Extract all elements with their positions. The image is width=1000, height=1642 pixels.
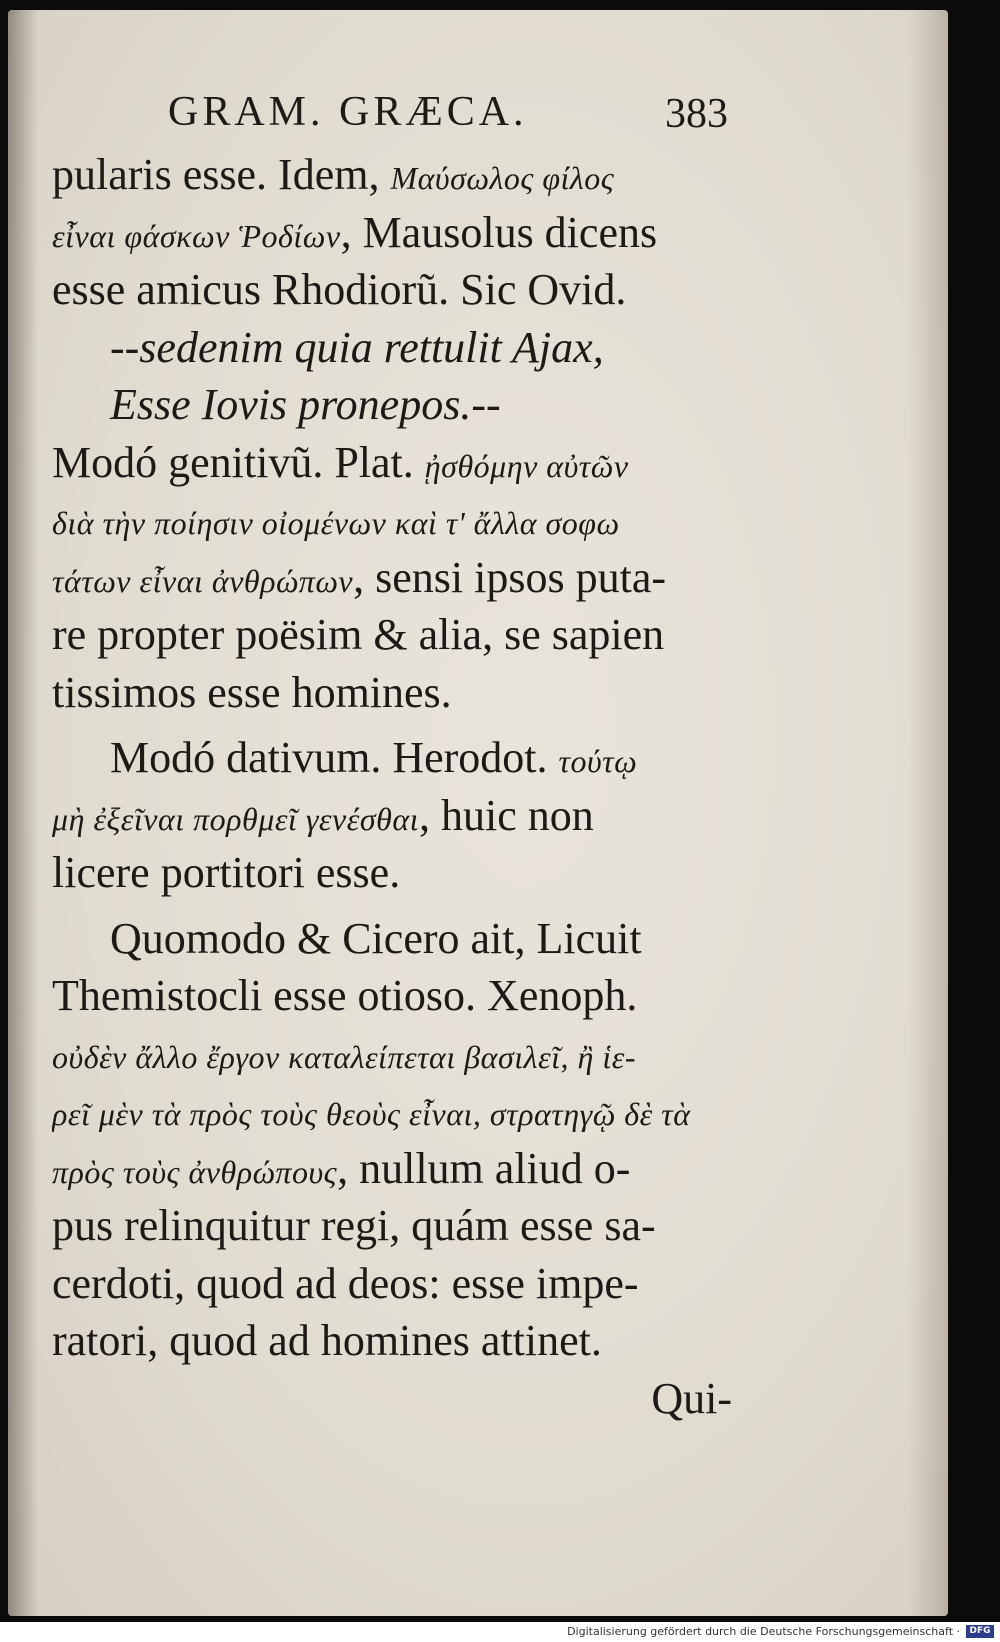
greek-text: τούτῳ: [558, 743, 638, 779]
text-line: [52, 549, 732, 607]
text-line: [52, 664, 732, 722]
catchword: Qui-: [651, 1373, 732, 1423]
greek-text: πρὸς τοὺς ἀνθρώπους: [52, 1153, 338, 1190]
text-line: [52, 910, 732, 968]
latin-text: , nullum aliud o-: [337, 1143, 631, 1193]
greek-text: τάτων εἶναι ἀνθρώπων: [52, 562, 354, 599]
latin-text: tissimos esse homines.: [52, 667, 452, 717]
body-text: [52, 146, 732, 1427]
latin-text: Modó genitivũ. Plat.: [52, 437, 425, 487]
text-line: [52, 1312, 732, 1370]
latin-text: Themistocli esse otioso. Xenoph.: [52, 971, 638, 1020]
running-title: GRAM. GRÆCA.: [168, 89, 528, 135]
latin-text: ratori, quod ad homines attinet.: [52, 1316, 602, 1365]
text-line: [52, 1025, 732, 1083]
gutter-shadow: [8, 10, 38, 1616]
paragraph-gap: [52, 721, 732, 729]
latin-text: , sensi ipsos puta-: [353, 552, 667, 602]
greek-text: οὐδὲν ἄλλο ἔργον καταλείπεται βασιλεῖ, ἢ ἱε-: [52, 1038, 637, 1075]
greek-text: ρεῖ μὲν τὰ πρὸς τοὺς θεοὺς εἶναι, στρατηγῷ δὲ τὰ: [52, 1096, 691, 1132]
text-line: [52, 261, 732, 319]
book-page: [8, 10, 948, 1616]
text-line: [52, 491, 732, 549]
text-line: [52, 787, 732, 845]
text-line: [52, 204, 732, 262]
greek-text: εἶναι φάσκων Ῥοδίων: [52, 217, 341, 254]
greek-text: Μαύσωλος φίλος: [390, 160, 615, 196]
text-line: [52, 844, 732, 902]
latin-text: , huic non: [419, 790, 594, 840]
page-number: 383: [665, 91, 728, 137]
latin-text: Modó dativum. Herodot.: [110, 733, 559, 782]
latin-text: licere portitori esse.: [52, 848, 401, 897]
text-line: [52, 1082, 732, 1140]
greek-text: διὰ τὴν ποίησιν οἰομένων καὶ τ' ἄλλα σοφω: [52, 505, 620, 541]
text-line: [52, 606, 732, 664]
text-line: [52, 319, 732, 377]
page-edge-shadow: [908, 10, 948, 1616]
dfg-logo: DFG: [966, 1625, 994, 1638]
text-line: [52, 434, 732, 492]
text-line: [52, 1140, 732, 1198]
digitization-footer: [0, 1622, 1000, 1642]
latin-text: re propter poësim & alia, se sapien: [52, 610, 665, 659]
latin-text: , Mausolus dicens: [340, 207, 658, 257]
latin-text: pularis esse. Idem,: [52, 150, 391, 199]
text-line: [52, 376, 732, 434]
paragraph-gap: [52, 902, 732, 910]
funding-credit: Digitalisierung gefördert durch die Deutsche Forschungsgemeinschaft ·: [567, 1625, 960, 1638]
text-line: [52, 146, 732, 204]
greek-text: ᾐσθόμην αὐτῶν: [424, 447, 629, 484]
latin-text: cerdoti, quod ad deos: esse impe-: [52, 1258, 639, 1308]
text-line: [52, 1197, 732, 1255]
running-head: [168, 88, 728, 144]
text-line: [52, 1255, 732, 1313]
text-line: [52, 729, 732, 787]
latin-text: esse amicus Rhodiorũ. Sic Ovid.: [52, 265, 627, 314]
latin-text: pus relinquitur regi, quám esse sa-: [52, 1201, 656, 1250]
latin-text: Esse Iovis pronepos.--: [110, 380, 501, 429]
text-line: [52, 967, 732, 1025]
latin-text: --sedenim quia rettulit Ajax,: [110, 322, 604, 372]
latin-text: Quomodo & Cicero ait, Licuit: [110, 913, 642, 963]
greek-text: μὴ ἐξεῖναι πορθμεῖ γενέσθαι: [52, 800, 420, 837]
